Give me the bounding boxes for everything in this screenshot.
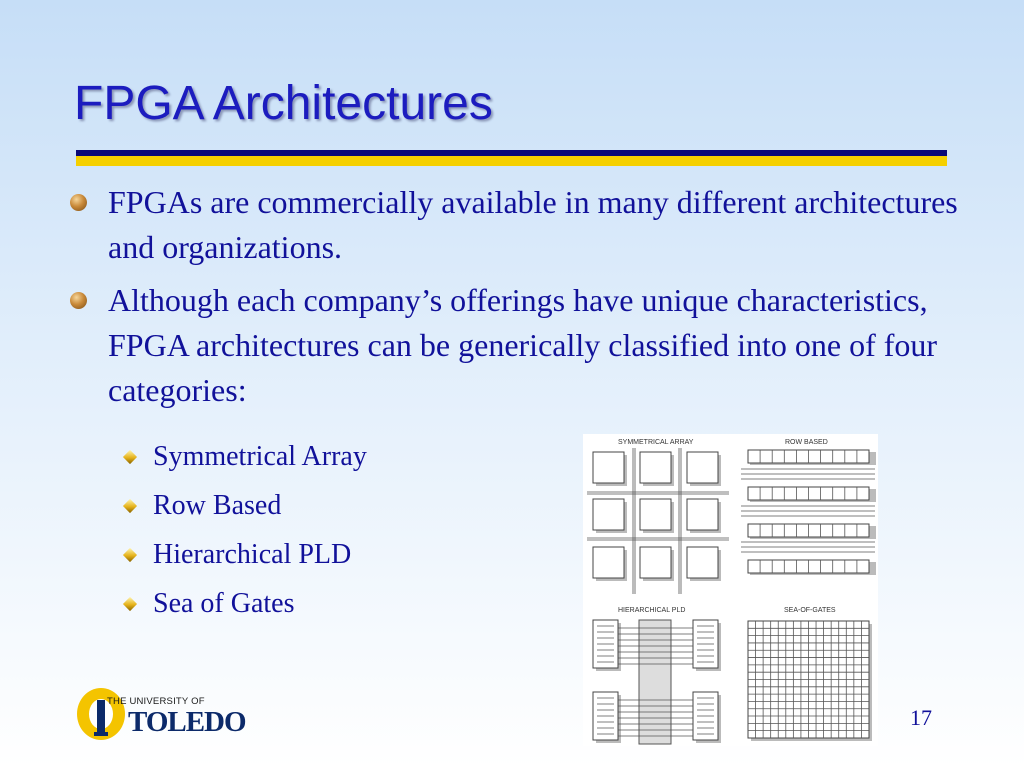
bullet-dot-icon <box>70 292 87 309</box>
caption-sea-of-gates: SEA-OF-GATES <box>784 607 836 614</box>
bullet-dot-icon <box>70 194 87 211</box>
title-rule-gold <box>76 156 947 166</box>
symmetrical-array-diagram <box>587 448 729 594</box>
hierarchical-pld-diagram <box>593 620 721 744</box>
sub-bullet-text: Hierarchical PLD <box>153 539 352 570</box>
sea-of-gates-diagram <box>748 621 872 741</box>
logic-block <box>640 452 671 483</box>
sub-bullet-item <box>123 530 367 579</box>
logic-block <box>687 452 718 483</box>
logic-block <box>593 499 624 530</box>
diamond-bullet-icon <box>123 450 137 464</box>
university-logo-icon <box>74 684 130 742</box>
slide-title: FPGA Architectures <box>74 77 493 130</box>
sub-bullet-item <box>123 481 367 530</box>
logic-block <box>687 499 718 530</box>
logic-block <box>640 499 671 530</box>
caption-row-based: ROW BASED <box>785 439 828 446</box>
logo-toledo-text: TOLEDO <box>128 706 246 738</box>
diamond-bullet-icon <box>123 499 137 513</box>
page-number: 17 <box>910 705 932 730</box>
row-based-diagram <box>741 450 876 575</box>
logo-university-text: THE UNIVERSITY OF <box>107 696 205 707</box>
sub-bullet-text: Row Based <box>153 490 282 521</box>
logic-block <box>593 547 624 578</box>
bullet-item <box>70 180 990 270</box>
sub-bullet-text: Sea of Gates <box>153 588 295 619</box>
bullet-text: Although each company’s offerings have unique characteristics, FPGA architectures can be generically classified into one of four categories: <box>108 282 938 408</box>
sub-bullet-text: Symmetrical Array <box>153 441 367 472</box>
bullet-text: FPGAs are commercially available in many different architectures and organizations. <box>108 184 958 265</box>
central-bus <box>639 620 671 744</box>
logic-block <box>687 547 718 578</box>
sub-bullet-list <box>123 432 367 628</box>
sub-bullet-item <box>123 579 367 628</box>
diamond-bullet-icon <box>123 548 137 562</box>
bullet-list <box>70 180 990 421</box>
logic-block <box>640 547 671 578</box>
caption-hierarchical-pld: HIERARCHICAL PLD <box>618 607 686 614</box>
sub-bullet-item <box>123 432 367 481</box>
caption-symmetrical-array: SYMMETRICAL ARRAY <box>618 439 694 446</box>
diamond-bullet-icon <box>123 597 137 611</box>
bullet-item <box>70 278 990 413</box>
fpga-architecture-figure <box>583 434 878 746</box>
logic-block <box>593 452 624 483</box>
